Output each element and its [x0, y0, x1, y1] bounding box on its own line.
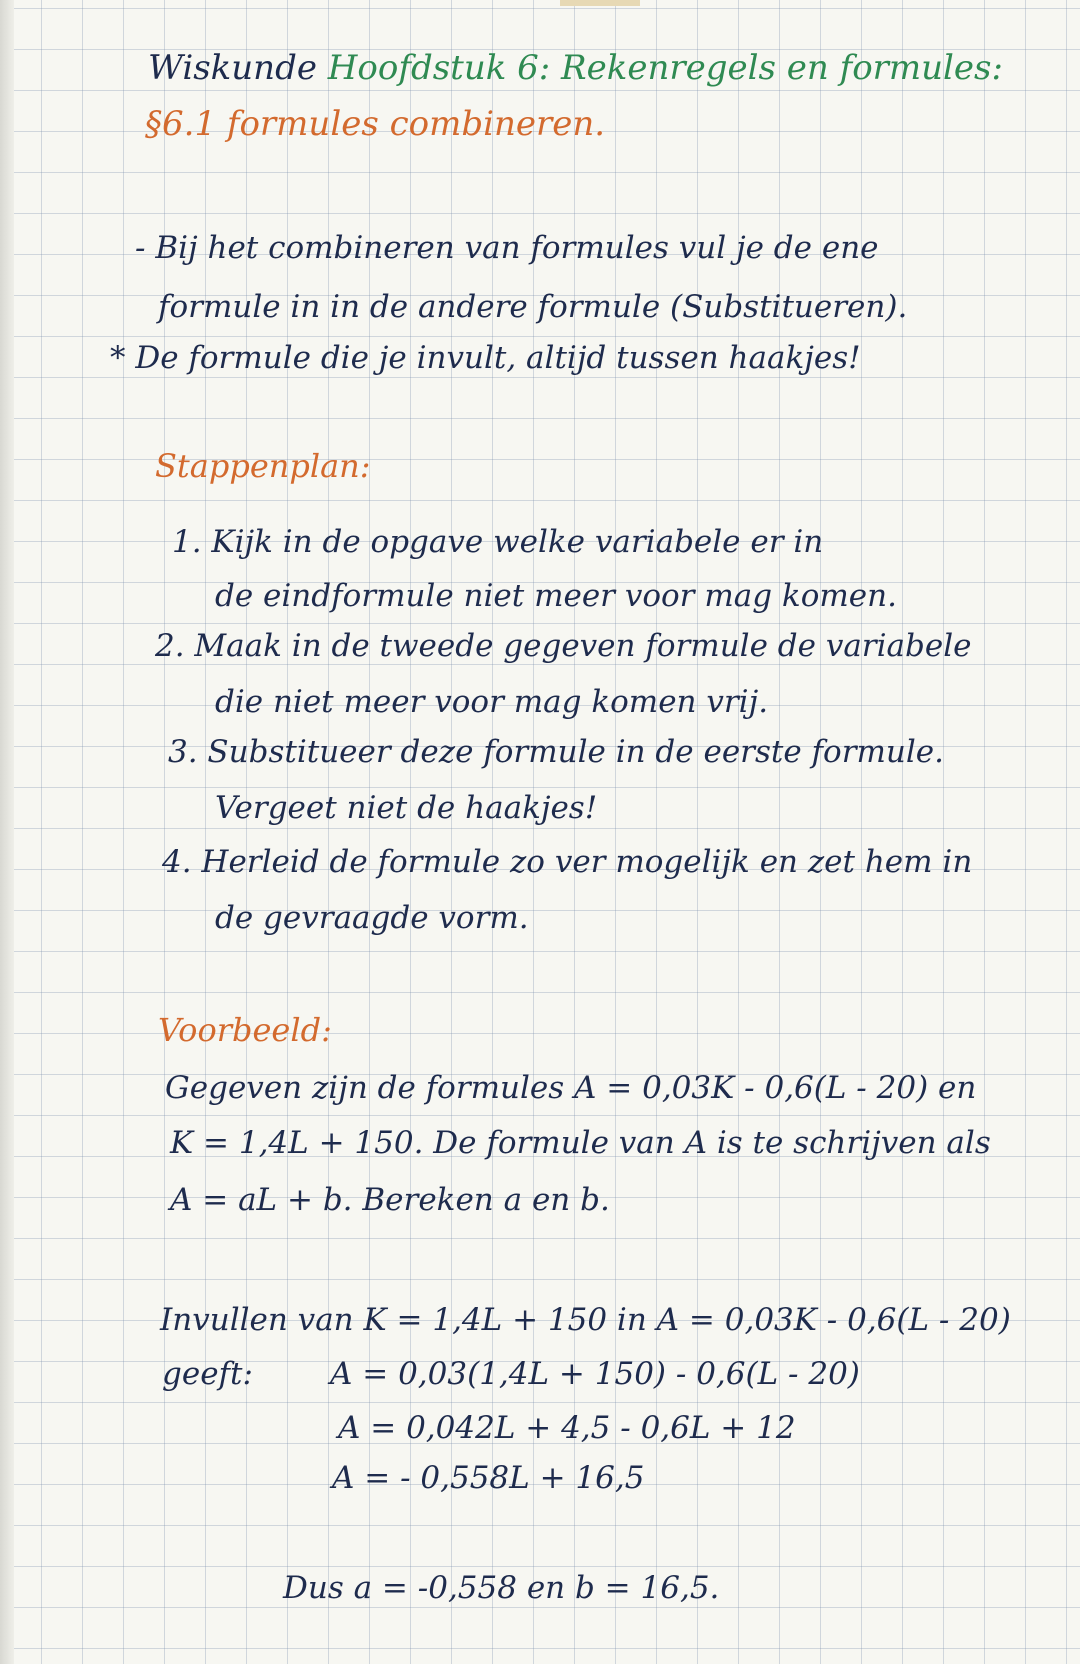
- work-line-4: A = - 0,558L + 16,5: [332, 1460, 645, 1496]
- title-topic: Rekenregels en formules:: [561, 48, 1003, 88]
- page-binding: [0, 0, 14, 1664]
- step-2-line-2: die niet meer voor mag komen vrij.: [215, 684, 769, 720]
- section-title: §6.1 formules combineren.: [145, 104, 606, 144]
- step-4-line-2: de gevraagde vorm.: [215, 900, 529, 936]
- example-line-2: K = 1,4L + 150. De formule van A is te schrijven als: [170, 1125, 991, 1161]
- step-4-line-1: 4. Herleid de formule zo ver mogelijk en zet hem in: [162, 844, 973, 880]
- step-1-line-1: 1. Kijk in de opgave welke variabele er in: [172, 524, 824, 560]
- title-chapter: Hoofdstuk 6:: [327, 48, 551, 88]
- example-heading: Voorbeeld:: [158, 1011, 332, 1049]
- steps-heading: Stappenplan:: [155, 447, 371, 485]
- work-line-2: A = 0,03(1,4L + 150) - 0,6(L - 20): [330, 1356, 860, 1392]
- answer-line: Dus a = -0,558 en b = 16,5.: [283, 1570, 720, 1606]
- intro-line-3: * De formule die je invult, altijd tussen haakjes!: [110, 340, 861, 376]
- intro-line-2: formule in in de andere formule (Substitueren).: [158, 289, 908, 325]
- work-line-1: Invullen van K = 1,4L + 150 in A = 0,03K - 0,6(L - 20): [160, 1302, 1011, 1338]
- title-subject: Wiskunde: [148, 48, 317, 88]
- page-title: [148, 48, 1003, 88]
- intro-line-1: - Bij het combineren van formules vul je de ene: [135, 230, 879, 266]
- example-line-1: Gegeven zijn de formules A = 0,03K - 0,6(L - 20) en: [165, 1070, 977, 1106]
- step-2-line-1: 2. Maak in de tweede gegeven formule de variabele: [155, 628, 972, 664]
- step-3-line-2: Vergeet niet de haakjes!: [215, 790, 598, 826]
- step-3-line-1: 3. Substitueer deze formule in de eerste formule.: [168, 734, 944, 770]
- work-label-geeft: geeft:: [162, 1356, 253, 1392]
- step-1-line-2: de eindformule niet meer voor mag komen.: [215, 578, 897, 614]
- work-line-3: A = 0,042L + 4,5 - 0,6L + 12: [338, 1410, 796, 1446]
- example-line-3: A = aL + b. Bereken a en b.: [170, 1182, 610, 1218]
- page-top-edge: [560, 0, 640, 6]
